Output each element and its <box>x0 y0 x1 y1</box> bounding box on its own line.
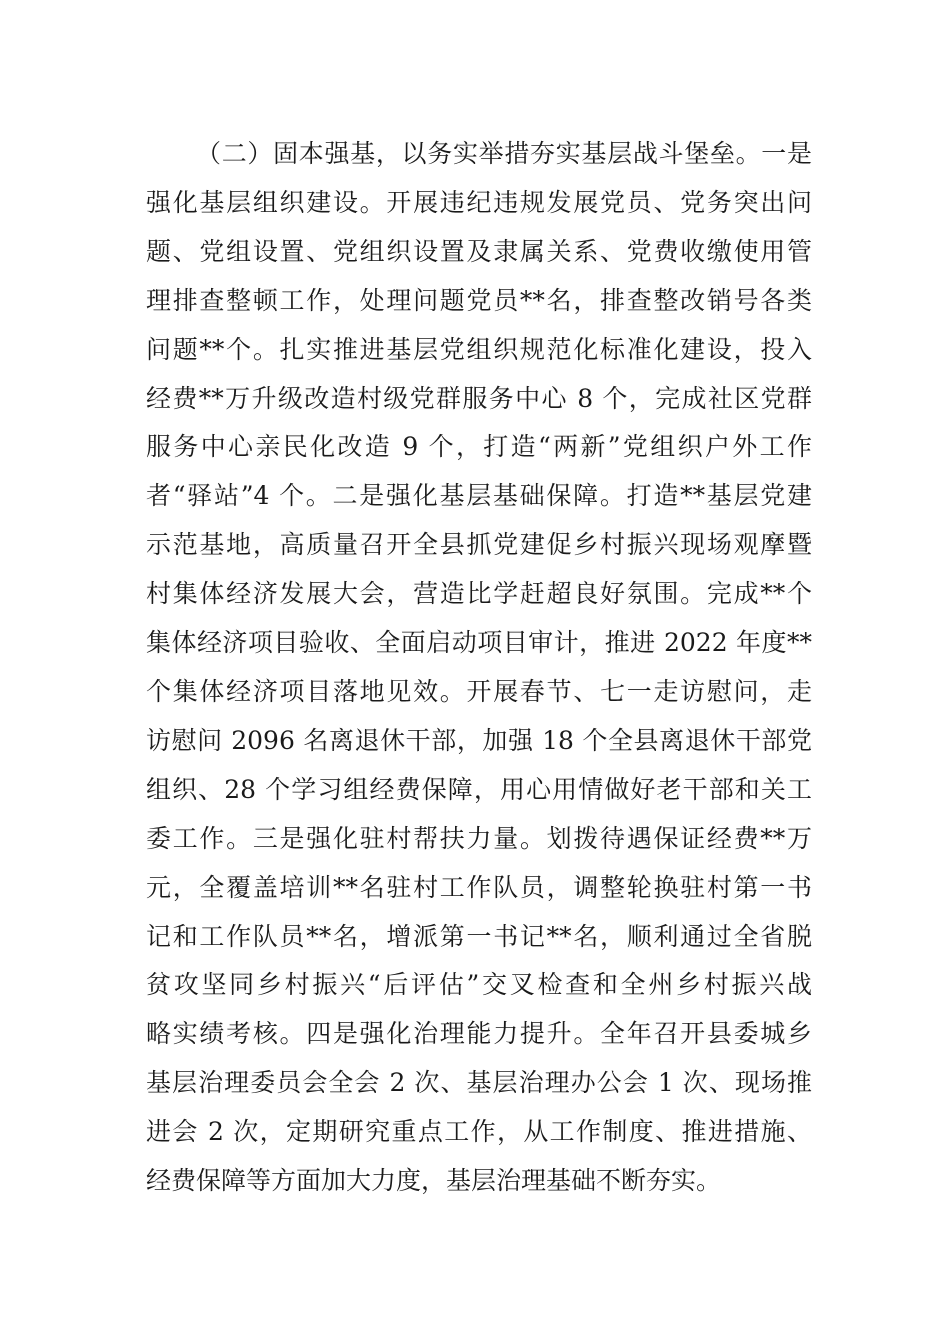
paragraph-line: 贫攻坚同乡村振兴“后评估”交叉检查和全州乡村振兴战 <box>146 970 812 1000</box>
paragraph-line: 基层治理委员会全会 2 次、基层治理办公会 1 次、现场推 <box>146 1068 812 1098</box>
paragraph-line: 题、党组设置、党组织设置及隶属关系、党费收缴使用管 <box>146 236 812 266</box>
paragraph-line: 村集体经济发展大会，营造比学赶超良好氛围。完成**个 <box>146 579 812 609</box>
paragraph-line: 经费**万升级改造村级党群服务中心 8 个，完成社区党群 <box>146 383 812 413</box>
paragraph-line: 服务中心亲民化改造 9 个，打造“两新”党组织户外工作 <box>146 432 812 462</box>
paragraph-line: 集体经济项目验收、全面启动项目审计，推进 2022 年度** <box>146 628 812 658</box>
paragraph-line: 委工作。三是强化驻村帮扶力量。划拨待遇保证经费**万 <box>146 823 812 853</box>
paragraph-line: 略实绩考核。四是强化治理能力提升。全年召开县委城乡 <box>146 1019 812 1049</box>
paragraph-line: 元，全覆盖培训**名驻村工作队员，调整轮换驻村第一书 <box>146 872 812 902</box>
paragraph-line: 理排查整顿工作，处理问题党员**名，排查整改销号各类 <box>146 285 812 315</box>
paragraph-line: （二）固本强基，以务实举措夯实基层战斗堡垒。一是 <box>196 139 812 168</box>
paragraph-line: 强化基层组织建设。开展违纪违规发展党员、党务突出问 <box>146 187 812 217</box>
body-paragraph <box>146 130 812 1206</box>
paragraph-line: 记和工作队员**名，增派第一书记**名，顺利通过全省脱 <box>146 921 812 951</box>
paragraph-line: 进会 2 次，定期研究重点工作，从工作制度、推进措施、 <box>146 1117 812 1147</box>
paragraph-line: 问题**个。扎实推进基层党组织规范化标准化建设，投入 <box>146 334 812 364</box>
paragraph-line: 个集体经济项目落地见效。开展春节、七一走访慰问，走 <box>146 676 812 706</box>
paragraph-line: 经费保障等方面加大力度，基层治理基础不断夯实。 <box>146 1166 722 1196</box>
paragraph-line: 组织、28 个学习组经费保障，用心用情做好老干部和关工 <box>146 774 812 804</box>
paragraph-line: 访慰问 2096 名离退休干部，加强 18 个全县离退休干部党 <box>146 725 812 755</box>
paragraph-line: 示范基地，高质量召开全县抓党建促乡村振兴现场观摩暨 <box>146 530 812 560</box>
paragraph-line: 者“驿站”4 个。二是强化基层基础保障。打造**基层党建 <box>146 481 812 511</box>
